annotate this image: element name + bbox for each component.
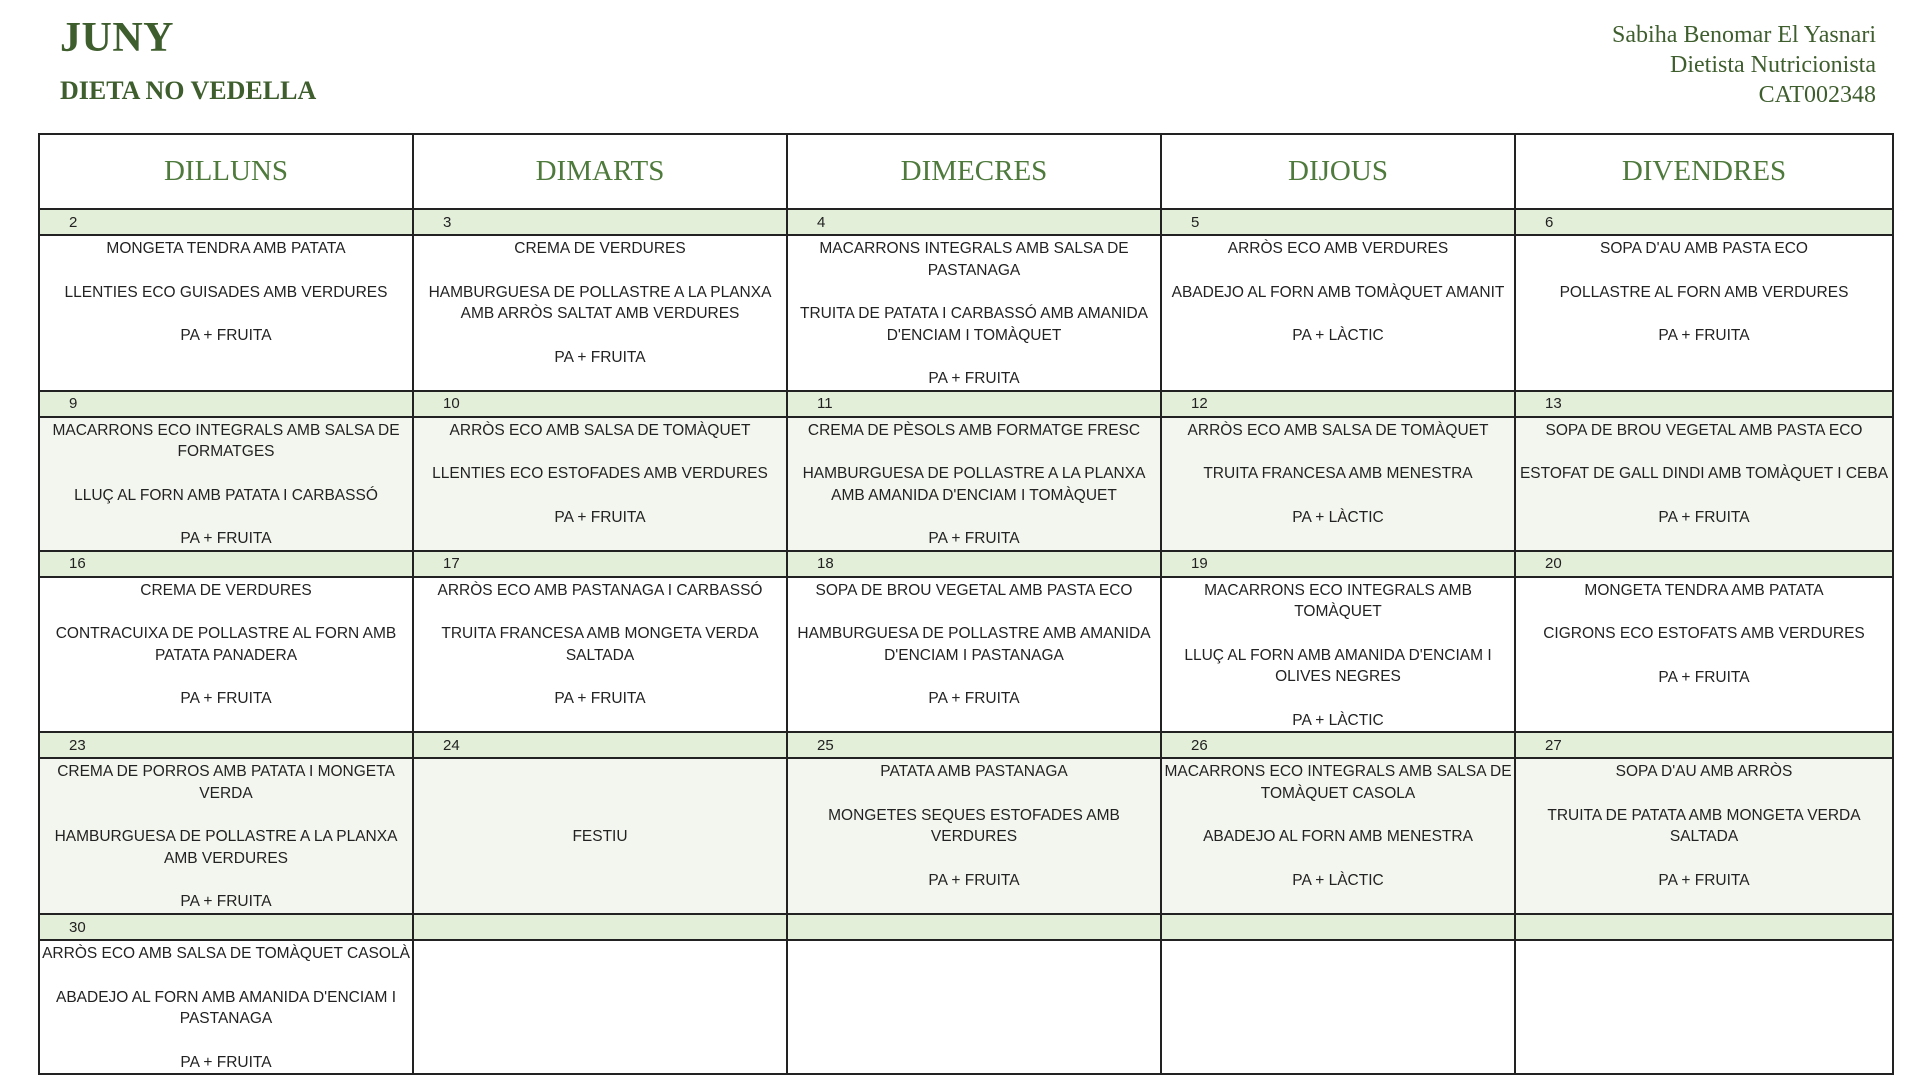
- menu-dish: ARRÒS ECO AMB SALSA DE TOMÀQUET CASOLÀ: [42, 945, 410, 962]
- menu-calendar: [38, 133, 1894, 1075]
- author-block: [1612, 20, 1876, 110]
- menu-dish: LLUÇ AL FORN AMB PATATA I CARBASSÓ: [74, 486, 378, 504]
- menu-dessert: PA + FRUITA: [1658, 327, 1750, 344]
- menu-dish: ABADEJO AL FORN AMB TOMÀQUET AMANIT: [1171, 283, 1505, 301]
- day-number: [413, 914, 787, 940]
- menu-spacer: [414, 601, 786, 623]
- day-menu-cell: [413, 235, 787, 391]
- menu-spacer: [1516, 645, 1892, 667]
- menu-dish: SOPA D'AU AMB PASTA ECO: [1600, 240, 1808, 257]
- menu-spacer: [40, 666, 412, 688]
- day-number: 11: [787, 391, 1161, 417]
- menu-dish: TRUITA FRANCESA AMB MONGETA VERDA SALTADA: [441, 625, 759, 664]
- menu-dish: CREMA DE PÈSOLS AMB FORMATGE FRESC: [807, 421, 1141, 439]
- menu-spacer: [40, 804, 412, 826]
- day-number: 17: [413, 551, 787, 577]
- menu-dish: ARRÒS ECO AMB PASTANAGA I CARBASSÓ: [437, 581, 763, 599]
- weekday-header-tuesday: DIMARTS: [413, 134, 787, 209]
- menu-spacer: [788, 281, 1160, 303]
- menu-dessert: PA + FRUITA: [180, 1053, 272, 1071]
- menu-dish: FESTIU: [572, 828, 628, 846]
- weekday-header-monday: DILLUNS: [39, 134, 413, 209]
- menu-spacer: [40, 965, 412, 987]
- week-number-row: [39, 551, 1893, 577]
- menu-spacer: [788, 346, 1160, 368]
- day-menu-cell: [1161, 758, 1515, 914]
- menu-spacer: [40, 506, 412, 528]
- menu-spacer: [1162, 303, 1514, 325]
- menu-dish: CREMA DE VERDURES: [514, 240, 686, 257]
- menu-dish: MACARRONS ECO INTEGRALS AMB TOMÀQUET: [1204, 581, 1472, 620]
- menu-dish: ESTOFAT DE GALL DINDI AMB TOMÀQUET I CEBA: [1519, 465, 1889, 482]
- menu-spacer: [1516, 485, 1892, 507]
- menu-spacer: [40, 260, 412, 282]
- week-menu-row: [39, 417, 1893, 551]
- calendar-body: [39, 209, 1893, 1074]
- menu-dessert: PA + FRUITA: [554, 508, 646, 526]
- day-number: 12: [1161, 391, 1515, 417]
- menu-dessert: PA + FRUITA: [554, 348, 646, 366]
- menu-spacer: [1516, 601, 1892, 623]
- menu-dish: MONGETA TENDRA AMB PATATA: [1584, 581, 1824, 599]
- menu-dessert: PA + FRUITA: [1658, 668, 1750, 686]
- week-menu-row: [39, 577, 1893, 733]
- day-menu-cell: [413, 940, 787, 1074]
- menu-dessert: PA + FRUITA: [928, 370, 1020, 387]
- week-menu-row: [39, 758, 1893, 914]
- day-menu-cell: [1161, 940, 1515, 1074]
- menu-spacer: [788, 601, 1160, 623]
- menu-dish: MACARRONS ECO INTEGRALS AMB SALSA DE FORMATGES: [52, 421, 400, 460]
- week-menu-row: [39, 940, 1893, 1074]
- menu-dish: TRUITA DE PATATA AMB MONGETA VERDA SALTADA: [1547, 806, 1861, 845]
- diet-subtitle: DIETA NO VEDELLA: [60, 76, 317, 105]
- menu-spacer: [1162, 623, 1514, 645]
- menu-spacer: [40, 1030, 412, 1052]
- menu-spacer: [414, 666, 786, 688]
- menu-dessert: PA + FRUITA: [180, 893, 272, 910]
- menu-dish: CIGRONS ECO ESTOFATS AMB VERDURES: [1543, 625, 1865, 642]
- menu-spacer: [1162, 848, 1514, 870]
- menu-spacer: [40, 303, 412, 325]
- day-menu-cell: [1161, 235, 1515, 391]
- day-number: [787, 914, 1161, 940]
- week-menu-row: [39, 235, 1893, 391]
- menu-dish: ARRÒS ECO AMB SALSA DE TOMÀQUET: [1187, 421, 1489, 439]
- day-number: 10: [413, 391, 787, 417]
- menu-dessert: PA + LÀCTIC: [1292, 327, 1384, 344]
- menu-spacer: [788, 441, 1160, 463]
- menu-dessert: PA + LÀCTIC: [1292, 711, 1384, 729]
- menu-dish: POLLASTRE AL FORN AMB VERDURES: [1559, 283, 1849, 301]
- day-menu-cell: [39, 235, 413, 391]
- day-number: 30: [39, 914, 413, 940]
- day-menu-cell: [1515, 758, 1893, 914]
- day-menu-cell: [787, 940, 1161, 1074]
- day-menu-cell: [1515, 235, 1893, 391]
- menu-dish: TRUITA FRANCESA AMB MENESTRA: [1203, 465, 1473, 482]
- day-number: 3: [413, 209, 787, 235]
- day-menu-cell: [1515, 417, 1893, 551]
- menu-spacer: [1516, 260, 1892, 282]
- weekday-header-thursday: DIJOUS: [1161, 134, 1515, 209]
- menu-dish: CONTRACUIXA DE POLLASTRE AL FORN AMB PATATA PANADERA: [55, 625, 397, 664]
- menu-dish: MACARRONS INTEGRALS AMB SALSA DE PASTANAGA: [819, 240, 1129, 279]
- menu-dish: CREMA DE PORROS AMB PATATA I MONGETA VERDA: [57, 763, 395, 802]
- day-menu-cell: [39, 577, 413, 733]
- day-number: 25: [787, 732, 1161, 758]
- day-number: 5: [1161, 209, 1515, 235]
- day-number: 27: [1515, 732, 1893, 758]
- menu-dessert: PA + FRUITA: [928, 871, 1020, 889]
- menu-spacer: [414, 260, 786, 282]
- menu-dessert: PA + FRUITA: [928, 690, 1020, 707]
- day-number: [1161, 914, 1515, 940]
- menu-dessert: PA + FRUITA: [1658, 508, 1750, 526]
- menu-spacer: [1162, 441, 1514, 463]
- menu-spacer: [788, 848, 1160, 870]
- day-menu-cell: [413, 758, 787, 914]
- week-number-row: [39, 732, 1893, 758]
- day-menu-cell: [1161, 417, 1515, 551]
- menu-spacer: [1516, 848, 1892, 870]
- menu-dish: HAMBURGUESA DE POLLASTRE A LA PLANXA AMB ARRÒS SALTAT AMB VERDURES: [428, 283, 772, 322]
- day-number: 13: [1515, 391, 1893, 417]
- day-menu-cell: [1161, 577, 1515, 733]
- day-number: 24: [413, 732, 787, 758]
- menu-dish: LLUÇ AL FORN AMB AMANIDA D'ENCIAM I OLIVES NEGRES: [1184, 646, 1492, 685]
- menu-spacer: [1162, 260, 1514, 282]
- week-number-row: [39, 209, 1893, 235]
- page-title: JUNY: [60, 15, 174, 61]
- day-number: 19: [1161, 551, 1515, 577]
- menu-dessert: PA + LÀCTIC: [1292, 871, 1384, 889]
- menu-dish: PATATA AMB PASTANAGA: [880, 763, 1068, 780]
- menu-spacer: [1516, 441, 1892, 463]
- menu-dish: CREMA DE VERDURES: [140, 581, 312, 599]
- menu-dish: MONGETA TENDRA AMB PATATA: [106, 240, 346, 257]
- menu-spacer: [40, 601, 412, 623]
- weekday-header-row: [39, 134, 1893, 209]
- menu-dessert: PA + FRUITA: [554, 690, 646, 707]
- day-menu-cell: [413, 417, 787, 551]
- day-number: 16: [39, 551, 413, 577]
- menu-dish: HAMBURGUESA DE POLLASTRE AMB AMANIDA D'ENCIAM I PASTANAGA: [797, 625, 1151, 664]
- menu-dessert: PA + FRUITA: [1658, 871, 1750, 889]
- menu-dish: HAMBURGUESA DE POLLASTRE A LA PLANXA AMB AMANIDA D'ENCIAM I TOMÀQUET: [802, 465, 1146, 504]
- menu-dish: ARRÒS ECO AMB SALSA DE TOMÀQUET: [449, 421, 751, 439]
- menu-dessert: PA + FRUITA: [180, 530, 272, 547]
- menu-spacer: [40, 869, 412, 891]
- day-number: 23: [39, 732, 413, 758]
- menu-spacer: [788, 666, 1160, 688]
- menu-dish: ABADEJO AL FORN AMB MENESTRA: [1203, 828, 1473, 845]
- menu-spacer: [40, 463, 412, 485]
- day-menu-cell: [39, 940, 413, 1074]
- menu-dish: SOPA DE BROU VEGETAL AMB PASTA ECO: [1545, 421, 1863, 439]
- day-menu-cell: [787, 235, 1161, 391]
- day-number: 20: [1515, 551, 1893, 577]
- author-role: Dietista Nutricionista: [1670, 52, 1876, 78]
- menu-dish: MACARRONS ECO INTEGRALS AMB SALSA DE TOMÀQUET CASOLA: [1164, 763, 1512, 802]
- author-id: CAT002348: [1758, 82, 1876, 108]
- menu-spacer: [1162, 485, 1514, 507]
- menu-dish: HAMBURGUESA DE POLLASTRE A LA PLANXA AMB VERDURES: [54, 828, 398, 867]
- day-menu-cell: [413, 577, 787, 733]
- menu-dish: LLENTIES ECO GUISADES AMB VERDURES: [64, 283, 388, 301]
- day-number: 6: [1515, 209, 1893, 235]
- day-menu-cell: [39, 758, 413, 914]
- menu-dish: LLENTIES ECO ESTOFADES AMB VERDURES: [432, 465, 768, 482]
- menu-spacer: [414, 441, 786, 463]
- day-number: 26: [1161, 732, 1515, 758]
- menu-spacer: [788, 783, 1160, 805]
- menu-dish: SOPA DE BROU VEGETAL AMB PASTA ECO: [815, 581, 1133, 599]
- day-number: 4: [787, 209, 1161, 235]
- weekday-header-wednesday: DIMECRES: [787, 134, 1161, 209]
- day-menu-cell: [787, 417, 1161, 551]
- day-number: 18: [787, 551, 1161, 577]
- menu-spacer: [414, 485, 786, 507]
- menu-dish: TRUITA DE PATATA I CARBASSÓ AMB AMANIDA D'ENCIAM I TOMÀQUET: [800, 305, 1148, 344]
- menu-dessert: PA + LÀCTIC: [1292, 508, 1384, 526]
- menu-spacer: [1162, 688, 1514, 710]
- day-menu-cell: [39, 417, 413, 551]
- week-number-row: [39, 391, 1893, 417]
- menu-spacer: [1162, 804, 1514, 826]
- menu-spacer: [1516, 783, 1892, 805]
- menu-spacer: [788, 506, 1160, 528]
- day-menu-cell: [787, 758, 1161, 914]
- menu-dessert: PA + FRUITA: [928, 530, 1020, 547]
- menu-dessert: PA + FRUITA: [180, 327, 272, 344]
- menu-spacer: [414, 325, 786, 347]
- menu-spacer: [1516, 303, 1892, 325]
- menu-dish: SOPA D'AU AMB ARRÒS: [1615, 763, 1793, 780]
- menu-dish: MONGETES SEQUES ESTOFADES AMB VERDURES: [828, 806, 1120, 845]
- day-menu-cell: [787, 577, 1161, 733]
- week-number-row: [39, 914, 1893, 940]
- menu-dessert: PA + FRUITA: [180, 690, 272, 707]
- day-menu-cell: [1515, 577, 1893, 733]
- author-name: Sabiha Benomar El Yasnari: [1612, 22, 1876, 48]
- day-menu-cell: [1515, 940, 1893, 1074]
- menu-dish: ARRÒS ECO AMB VERDURES: [1227, 240, 1449, 257]
- day-number: 2: [39, 209, 413, 235]
- day-number: 9: [39, 391, 413, 417]
- day-number: [1515, 914, 1893, 940]
- weekday-header-friday: DIVENDRES: [1515, 134, 1893, 209]
- menu-dish: ABADEJO AL FORN AMB AMANIDA D'ENCIAM I PASTANAGA: [55, 988, 397, 1027]
